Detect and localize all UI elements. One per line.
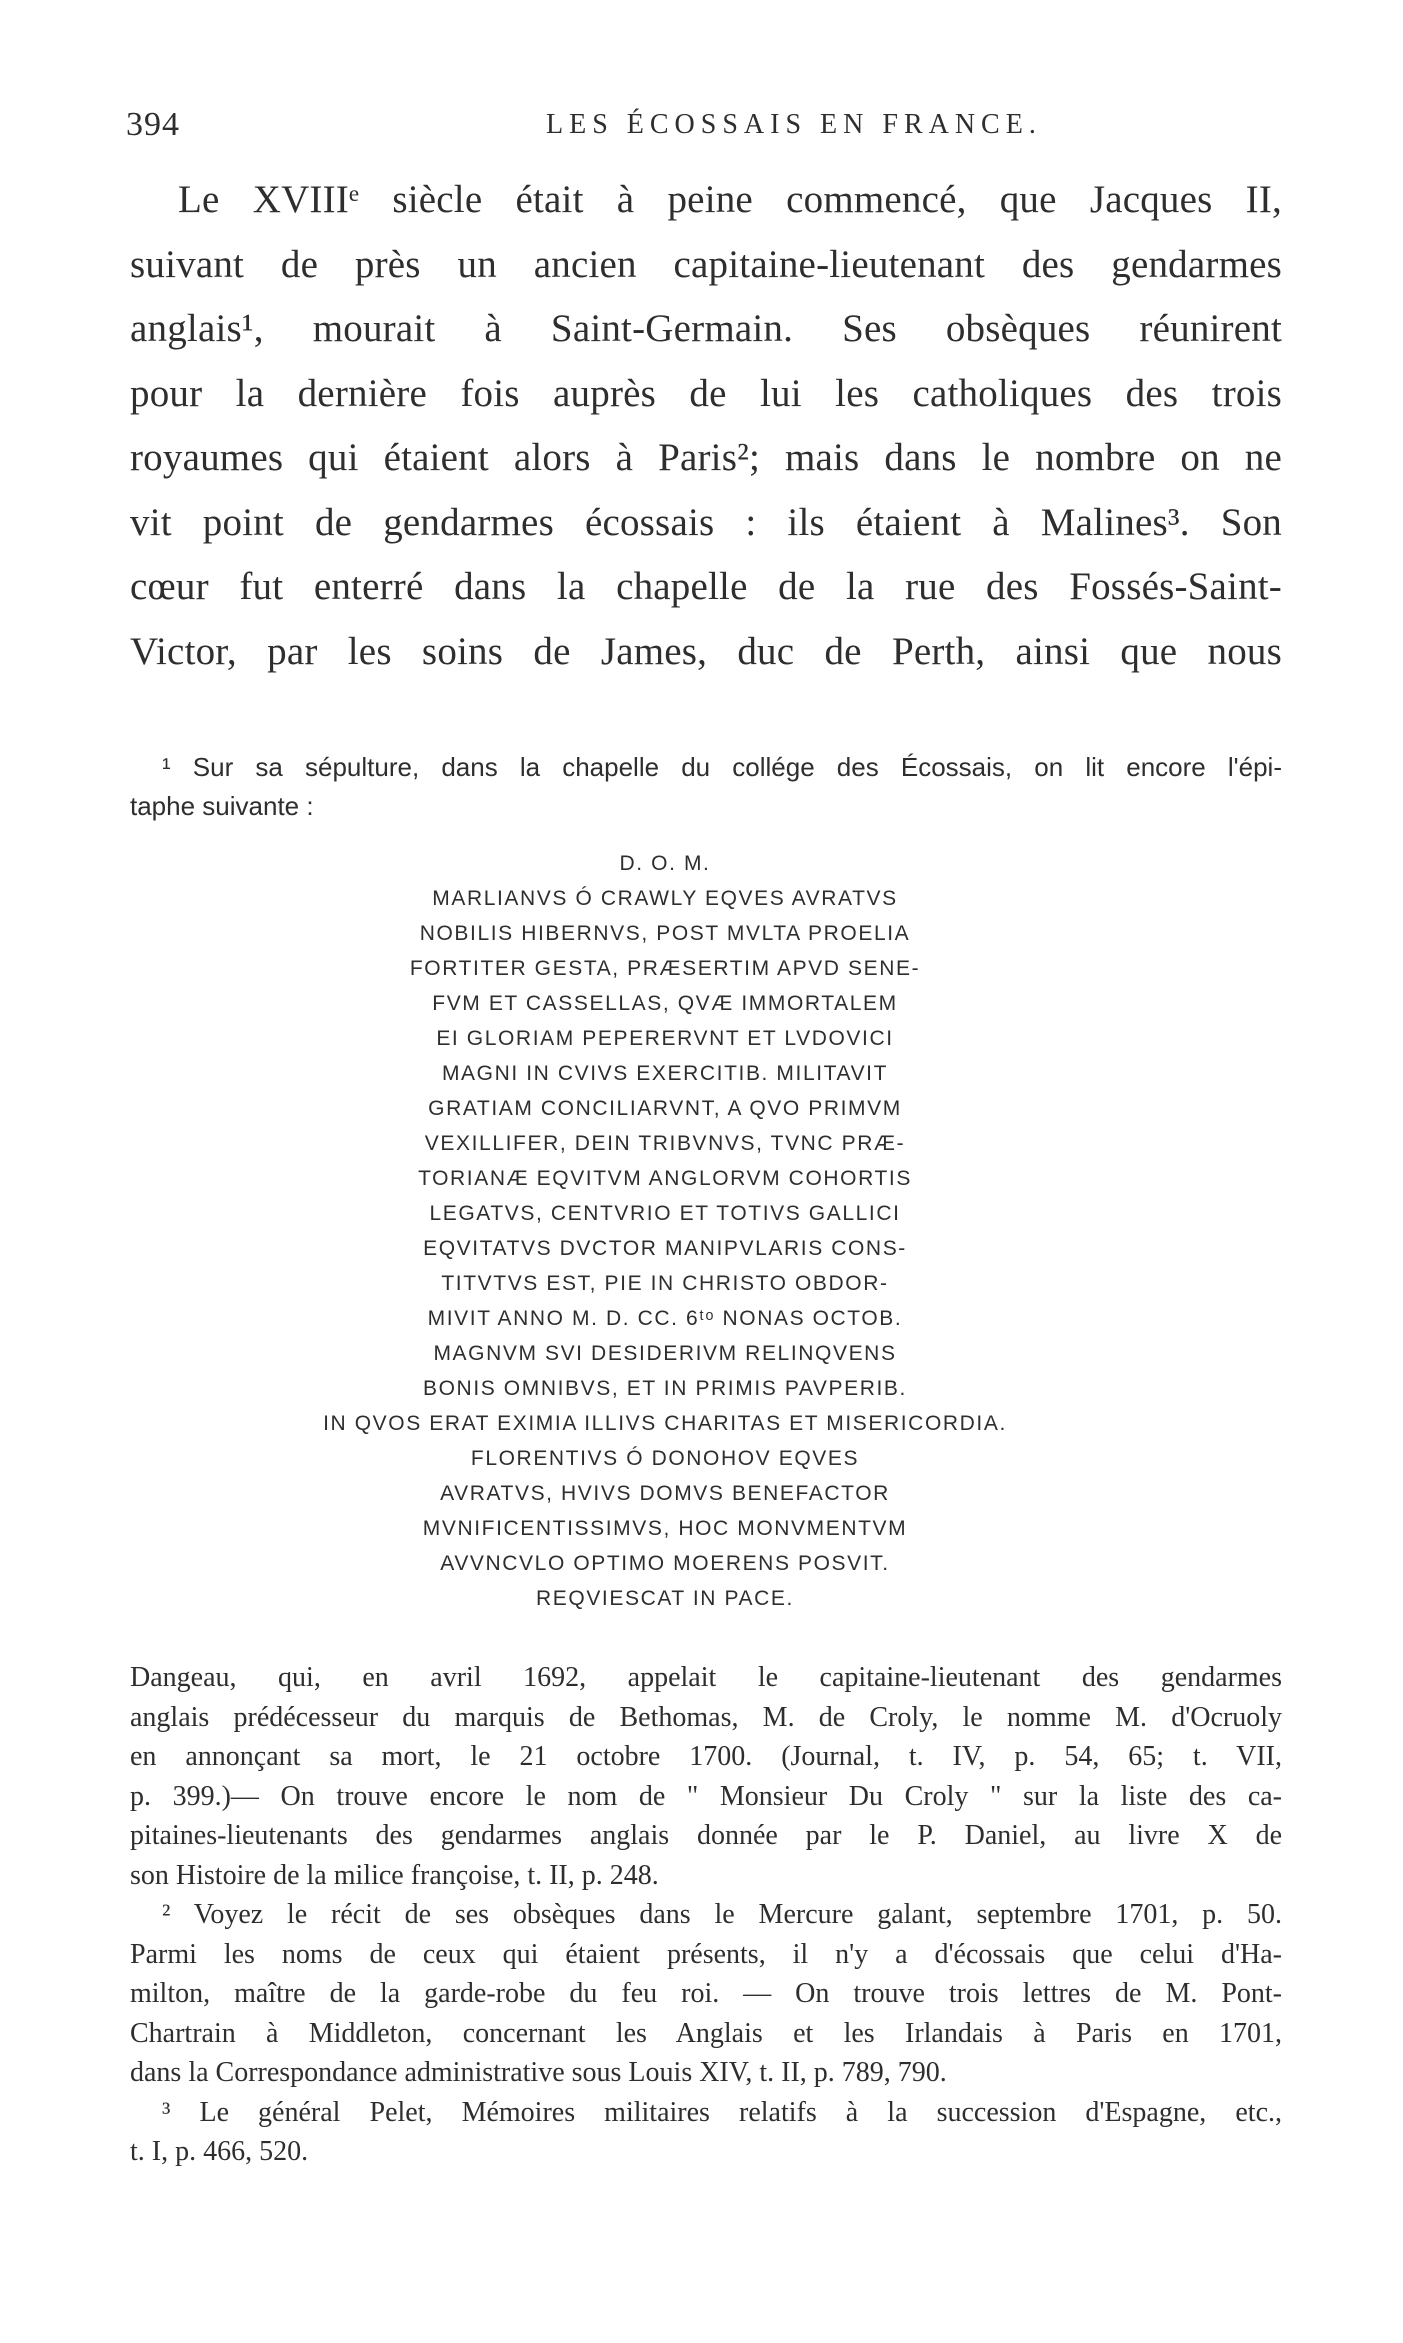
epitaph-line: FVM ET CASSELLAS, QVÆ IMMORTALEM — [432, 992, 898, 1015]
footnote-line: son Histoire de la milice françoise, t. II, p. 248. — [130, 1859, 659, 1891]
epitaph-line: MAGNI IN CVIVS EXERCITIB. MILITAVIT — [441, 1062, 889, 1085]
epitaph-line: MAGNVM SVI DESIDERIVM RELINQVENS — [433, 1342, 897, 1365]
body-line: royaumes qui étaient alors à Paris²; mais dans le nombre on ne — [130, 436, 1282, 479]
epitaph-line: EI GLORIAM PEPERERVNT ET LVDOVICI — [436, 1027, 894, 1050]
epitaph-line: TORIANÆ EQVITVM ANGLORVM COHORTIS — [418, 1167, 912, 1190]
running-title: LES ÉCOSSAIS EN FRANCE. — [546, 109, 1042, 140]
body-line: pour la dernière fois auprès de lui les catholiques des trois — [130, 371, 1282, 415]
epitaph-line: MIVIT ANNO M. D. CC. 6ᵗᵒ NONAS OCTOB. — [427, 1307, 903, 1330]
body-line: suivant de près un ancien capitaine-lieutenant des gendarmes — [130, 242, 1282, 286]
footnote-line: Dangeau, qui, en avril 1692, appelait le capitaine-lieutenant des gendarmes — [130, 1662, 1282, 1693]
epitaph-line: FLORENTIVS Ó DONOHOV EQVES — [470, 1447, 860, 1470]
footnote-line: milton, maître de la garde-robe du feu roi. — On trouve trois lettres de M. Pont- — [130, 1978, 1282, 2009]
epitaph-line: NOBILIS HIBERNVS, POST MVLTA PROELIA — [419, 922, 911, 945]
epitaph-line: FORTITER GESTA, PRÆSERTIM APVD SENE- — [409, 957, 921, 980]
body-line: Le XVIIIᵉ siècle était à peine commencé, que Jacques II, — [178, 178, 1282, 221]
footnote-line: p. 399.)— On trouve encore le nom de " Monsieur Du Croly " sur la liste des ca- — [130, 1780, 1282, 1812]
body-line: Victor, par les soins de James, duc de Perth, ainsi que nous — [130, 629, 1282, 673]
footnotes — [130, 1658, 1282, 2172]
footnote-line: ¹ Sur sa sépulture, dans la chapelle du collége des Écossais, on lit encore l'épi- — [162, 752, 1282, 782]
body-line: cœur fut enterré dans la chapelle de la rue des Fossés-Saint- — [130, 565, 1282, 608]
footnote-line: anglais prédécesseur du marquis de Bethomas, M. de Croly, le nomme M. d'Ocruoly — [130, 1701, 1282, 1733]
epitaph-line: BONIS OMNIBVS, ET IN PRIMIS PAVPERIB. — [423, 1377, 907, 1400]
epitaph-line: EQVITATVS DVCTOR MANIPVLARIS CONS- — [423, 1237, 907, 1260]
footnote-line: ² Voyez le récit de ses obsèques dans le Mercure galant, septembre 1701, p. 50. — [162, 1899, 1282, 1930]
epitaph-line: IN QVOS ERAT EXIMIA ILLIVS CHARITAS ET MISERICORDIA. — [323, 1412, 1007, 1435]
epitaph-line: REQVIESCAT IN PACE. — [536, 1587, 794, 1610]
epitaph-line: AVRATVS, HVIVS DOMVS BENEFACTOR — [440, 1482, 890, 1505]
epitaph-line: MVNIFICENTISSIMVS, HOC MONVMENTVM — [422, 1517, 908, 1540]
epitaph-inscription — [250, 846, 1080, 1616]
footnote-line: Parmi les noms de ceux qui étaient présents, il n'y a d'écossais que celui d'Ha- — [130, 1938, 1282, 1970]
epitaph-line: TITVTVS EST, PIE IN CHRISTO OBDOR- — [441, 1272, 889, 1295]
body-line: vit point de gendarmes écossais : ils étaient à Malines³. Son — [130, 500, 1282, 544]
footnote-1-intro — [130, 748, 1282, 826]
footnote-line: ³ Le général Pelet, Mémoires militaires relatifs à la succession d'Espagne, etc., — [162, 2096, 1282, 2128]
footnote-line: t. I, p. 466, 520. — [130, 2136, 309, 2167]
epitaph-line: AVVNCVLO OPTIMO MOERENS POSVIT. — [440, 1552, 890, 1575]
footnote-line: pitaines-lieutenants des gendarmes anglais donnée par le P. Daniel, au livre X de — [130, 1820, 1282, 1851]
epitaph-line: GRATIAM CONCILIARVNT, A QVO PRIMVM — [428, 1097, 902, 1120]
footnote-line: dans la Correspondance administrative sous Louis XIV, t. II, p. 789, 790. — [130, 2057, 947, 2088]
body-line: anglais¹, mourait à Saint-Germain. Ses obsèques réunirent — [130, 307, 1282, 350]
epitaph-line: VEXILLIFER, DEIN TRIBVNVS, TVNC PRÆ- — [424, 1132, 906, 1155]
epitaph-line: MARLIANVS Ó CRAWLY EQVES AVRATVS — [432, 887, 898, 910]
running-header — [126, 106, 1281, 146]
epitaph-line: LEGATVS, CENTVRIO ET TOTIVS GALLICI — [429, 1202, 901, 1225]
footnote-line: en annonçant sa mort, le 21 octobre 1700. (Journal, t. IV, p. 54, 65; t. VII, — [130, 1741, 1282, 1772]
epitaph-line: D. O. M. — [619, 852, 711, 875]
main-paragraph — [130, 168, 1282, 684]
page-number: 394 — [126, 106, 180, 143]
footnote-line: taphe suivante : — [130, 791, 314, 821]
footnote-line: Chartrain à Middleton, concernant les Anglais et les Irlandais à Paris en 1701, — [130, 2017, 1282, 2049]
